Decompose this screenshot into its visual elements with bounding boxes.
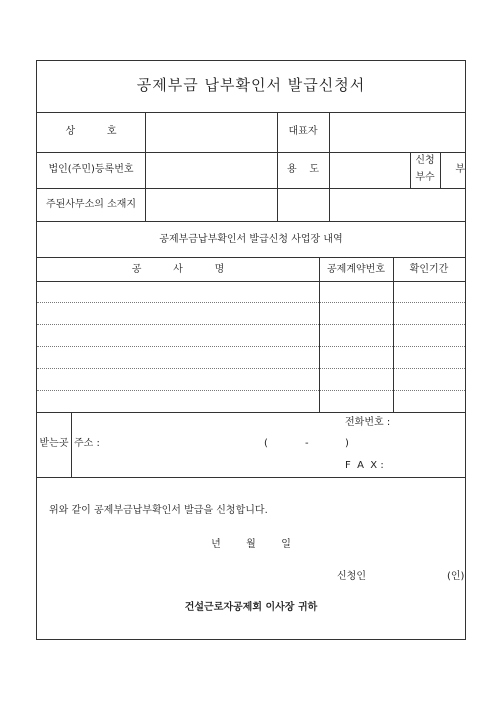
- corp-reg-value[interactable]: [146, 153, 276, 187]
- address-label: 주소 :: [74, 438, 100, 449]
- rule-v-recipient: [71, 412, 72, 477]
- applicant-field[interactable]: [373, 567, 443, 587]
- company-value[interactable]: [146, 113, 276, 151]
- table-row[interactable]: [37, 303, 465, 324]
- office-address-label: 주된사무소의 소재지: [45, 199, 137, 210]
- addressee: 건설근로자공제회 이사장 귀하: [184, 602, 318, 613]
- paren-open: (: [264, 438, 268, 449]
- applicant-label: 신청인: [337, 571, 366, 582]
- table-row[interactable]: [37, 347, 465, 368]
- section-title: 공제부금납부확인서 발급신청 사업장 내역: [159, 234, 343, 245]
- application-form: [36, 60, 466, 640]
- corp-reg-label: 법인(주민)등록번호: [48, 164, 134, 175]
- copies-label-line1: 신청: [415, 155, 435, 166]
- representative-label: 대표자: [288, 126, 318, 137]
- table-row[interactable]: [37, 369, 465, 390]
- paren-close: ): [345, 438, 349, 449]
- phone-label: 전화번호 :: [345, 417, 391, 428]
- phone-field[interactable]: [399, 413, 463, 433]
- seal-mark: (인): [447, 571, 465, 582]
- fax-label: F A X :: [345, 460, 384, 471]
- form-title: 공제부금 납부확인서 발급신청서: [136, 76, 366, 94]
- company-label: 상 호: [65, 126, 117, 137]
- header-project-name: 공 사 명: [131, 264, 225, 275]
- address-field[interactable]: [109, 433, 259, 453]
- copies-label-line2: 부수: [415, 172, 435, 183]
- purpose-value[interactable]: [330, 153, 409, 187]
- representative-value[interactable]: [330, 113, 464, 151]
- header-check-period: 확인기간: [409, 264, 449, 275]
- rule-recipient-bottom: [37, 477, 465, 478]
- header-contract-number: 공제계약번호: [327, 264, 385, 275]
- fax-field[interactable]: [399, 455, 463, 475]
- rule-row3: [37, 221, 465, 222]
- statement-text: 위와 같이 공제부금납부확인서 발급을 신청합니다.: [49, 505, 268, 516]
- date-line: 년 월 일: [211, 539, 291, 550]
- table-row[interactable]: [37, 391, 465, 412]
- table-row[interactable]: [37, 282, 465, 302]
- rule-section-title: [37, 257, 465, 258]
- recipient-label: 받는곳: [39, 438, 69, 449]
- purpose-label: 용 도: [286, 164, 320, 175]
- office-address-value[interactable]: [146, 189, 464, 220]
- copies-unit: 부: [455, 164, 465, 175]
- table-row[interactable]: [37, 325, 465, 346]
- postal-dash: -: [305, 438, 309, 449]
